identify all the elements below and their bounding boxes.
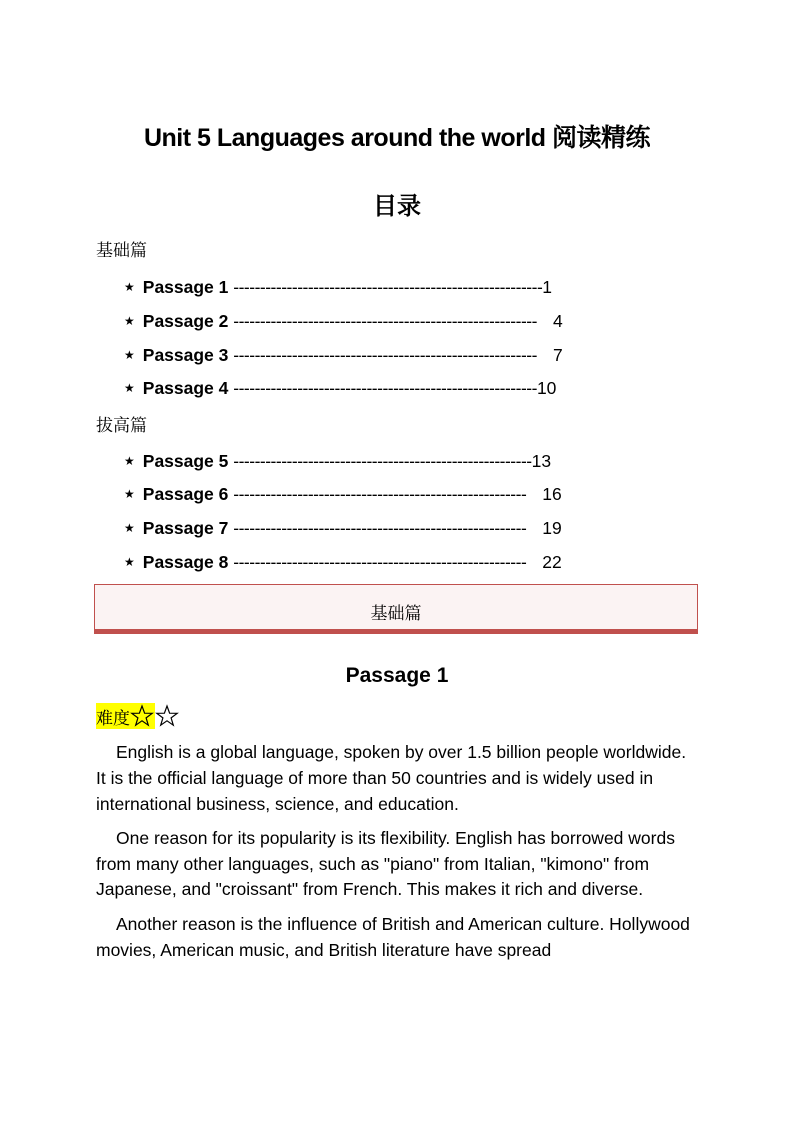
- toc-item-passage-7[interactable]: [124, 518, 664, 542]
- toc-item-passage-1[interactable]: [124, 277, 664, 301]
- passage-title: Passage 1: [345, 664, 449, 687]
- toc-item-passage-5[interactable]: [124, 451, 664, 475]
- toc-leader: --------------------------------------------------------: [233, 451, 532, 471]
- toc-item-name: Passage 2: [142, 311, 229, 331]
- toc-item-name: Passage 7: [142, 518, 229, 538]
- toc-item-name: Passage 5: [142, 451, 229, 471]
- toc-item-name: Passage 1: [142, 277, 229, 297]
- passage-paragraph: English is a global language, spoken by over 1.5 billion people worldwide. It is the official language of more than 50 countries and is widely used in international business, science, and education.: [96, 742, 687, 814]
- star-icon: ★: [124, 280, 135, 294]
- toc-page-number: 7: [552, 345, 563, 365]
- toc-item-name: Passage 4: [142, 378, 229, 398]
- toc-section-label-advanced: 拔高篇: [96, 416, 147, 436]
- section-banner: [94, 584, 698, 634]
- toc-page-number: 16: [542, 484, 562, 504]
- star-icon: ★: [124, 381, 135, 395]
- toc-item-passage-6[interactable]: [124, 484, 664, 508]
- passage-paragraph: Another reason is the influence of British and American culture. Hollywood movies, American music, and British literature have spread: [96, 913, 690, 960]
- document-title: Unit 5 Languages around the world 阅读精练: [143, 124, 651, 152]
- toc-item-name: Passage 3: [142, 345, 229, 365]
- difficulty-label: 难度: [96, 708, 130, 729]
- toc-page-number: 10: [536, 378, 557, 398]
- star-icon: ★: [124, 521, 135, 535]
- star-icon: ★: [124, 555, 135, 569]
- difficulty-highlight: [96, 703, 155, 729]
- toc-item-passage-3[interactable]: [124, 345, 664, 369]
- passage-body: [96, 740, 700, 972]
- toc-page-number: 13: [531, 451, 552, 471]
- toc-item-name: Passage 6: [142, 484, 229, 504]
- toc-item-passage-8[interactable]: [124, 552, 664, 576]
- toc-heading: 目录: [373, 193, 421, 220]
- passage-paragraph: One reason for its popularity is its flexibility. English has borrowed words from many other languages, such as "piano" from Italian, "kimono" from Japanese, and "croissant" from French. This makes it rich and diverse.: [96, 827, 675, 900]
- star-outline-icon: [155, 704, 179, 728]
- toc-leader: ---------------------------------------------------------: [233, 345, 537, 365]
- star-icon: ★: [124, 348, 135, 362]
- toc-leader: -------------------------------------------------------: [233, 518, 527, 538]
- star-icon: ★: [124, 487, 135, 501]
- toc-item-passage-4[interactable]: [124, 378, 664, 402]
- star-icon: ★: [124, 454, 135, 468]
- star-outline-icon: [130, 704, 154, 728]
- toc-page-number: 19: [542, 518, 562, 538]
- toc-page-number: 4: [552, 311, 563, 331]
- section-banner-label: 基础篇: [370, 604, 422, 624]
- difficulty-rating: [96, 703, 179, 729]
- toc-page-number: 1: [542, 277, 553, 297]
- star-icon: ★: [124, 314, 135, 328]
- toc-leader: ----------------------------------------------------------: [233, 277, 543, 297]
- toc-item-name: Passage 8: [142, 552, 229, 572]
- toc-section-label-basic: 基础篇: [96, 241, 147, 261]
- toc-leader: ---------------------------------------------------------: [233, 378, 537, 398]
- toc-item-passage-2[interactable]: [124, 311, 664, 335]
- toc-leader: -------------------------------------------------------: [233, 552, 527, 572]
- toc-leader: -------------------------------------------------------: [233, 484, 527, 504]
- toc-page-number: 22: [542, 552, 562, 572]
- toc-leader: ---------------------------------------------------------: [233, 311, 537, 331]
